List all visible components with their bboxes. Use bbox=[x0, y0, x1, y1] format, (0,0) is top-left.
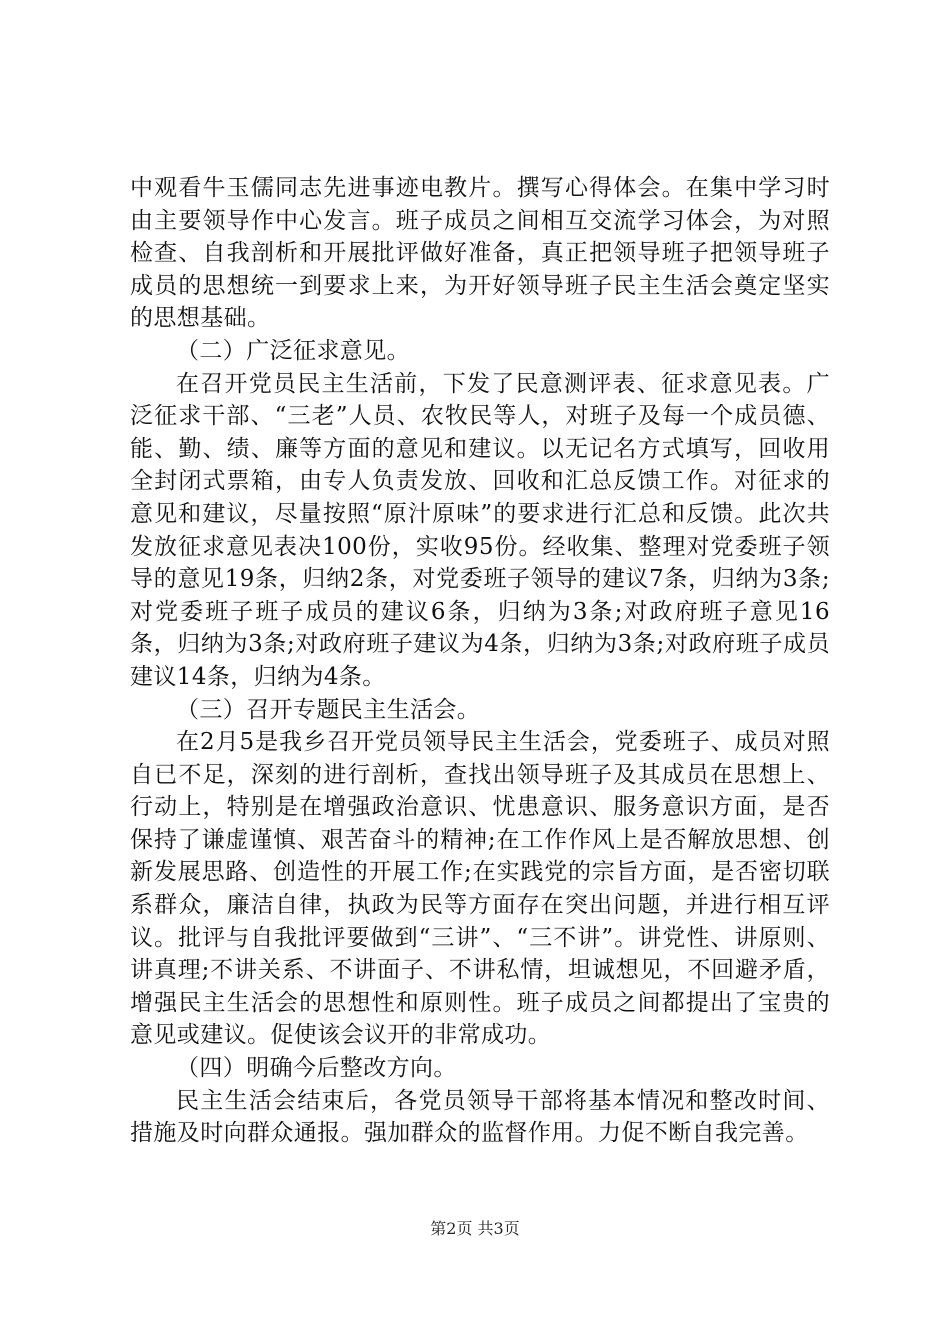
paragraph-rectification: 民主生活会结束后，各党员领导干部将基本情况和整改时间、措施及时向群众通报。强加群众的监督作用。力促不断自我完善。 bbox=[130, 1087, 830, 1147]
paragraph-special-meeting: 在2月5是我乡召开党员领导民主生活会，党委班子、成员对照自已不足，深刻的进行剖析，查找出领导班子及其成员在思想上、行动上，特别是在增强政治意识、忧患意识、服务意识方面，是否保持了谦虚谨慎、艰苦奋斗的精神;在工作作风上是否解放思想、创新发展思路、创造性的开展工作;在实践党的宗旨方面，是否密切联系群众，廉洁自律，执政为民等方面存在突出问题，并进行相互评议。批评与自我批评要做到“三讲”、“三不讲”。讲党性、讲原则、讲真理;不讲关系、不讲面子、不讲私情，坦诚想见，不回避矛盾，增强民主生活会的思想性和原则性。班子成员之间都提出了宝贵的意见或建议。促使该会议开的非常成功。 bbox=[130, 729, 830, 1049]
section-heading-special-meeting: （三）召开专题民主生活会。 bbox=[176, 696, 481, 723]
paragraph-solicit-opinions: 在召开党员民主生活前，下发了民意测评表、征求意见表。广泛征求干部、“三老”人员、农牧民等人，对班子及每一个成员德、能、勤、绩、廉等方面的意见和建议。以无记名方式填写，回收用全封闭式票箱，由专人负责发放、回收和汇总反馈工作。对征求的意见和建议，尽量按照“原汁原味”的要求进行汇总和反馈。此次共发放征求意见表决100份，实收95份。经收集、整理对党委班子领导的意见19条，归纳2条，对党委班子领导的建议7条，归纳为3条;对党委班子班子成员的建议6条，归纳为3条;对政府班子意见16条，归纳为3条;对政府班子建议为4条，归纳为3条;对政府班子成员建议14条，归纳为4条。 bbox=[130, 370, 830, 690]
page-number-footer: 第2页 共3页 bbox=[430, 1219, 520, 1238]
paragraph-intro-continuation: 中观看牛玉儒同志先进事迹电教片。撰写心得体会。在集中学习时由主要领导作中心发言。班子成员之间相互交流学习体会，为对照检查、自我剖析和开展批评做好准备，真正把领导班子把领导班子成员的思想统一到要求上来，为开好领导班子民主生活会奠定坚实的思想基础。 bbox=[130, 175, 830, 332]
section-heading-solicit-opinions: （二）广泛征求意见。 bbox=[176, 337, 410, 364]
document-body bbox=[130, 172, 830, 1150]
section-heading-rectification: （四）明确今后整改方向。 bbox=[176, 1055, 457, 1082]
